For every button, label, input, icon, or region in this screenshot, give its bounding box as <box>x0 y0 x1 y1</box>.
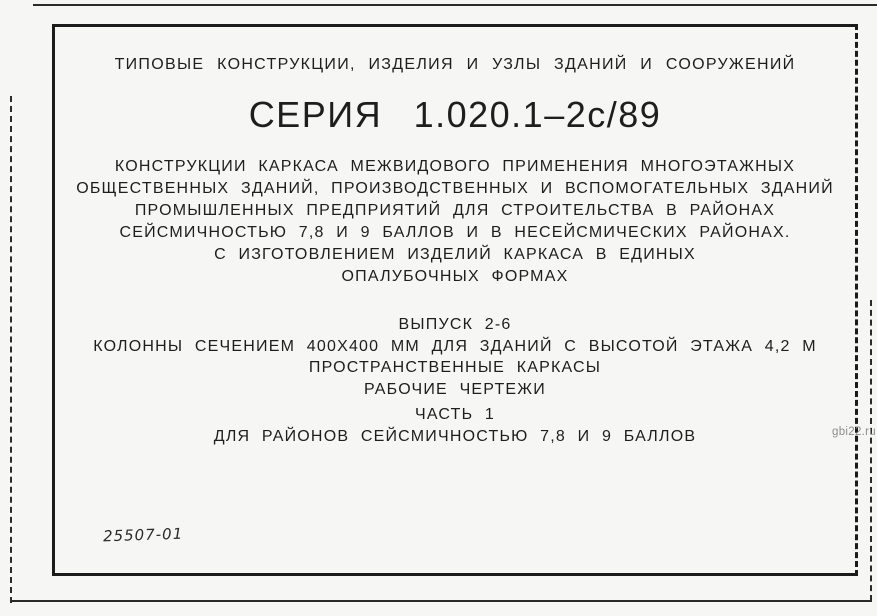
description-line: ОБЩЕСТВЕННЫХ ЗДАНИЙ, ПРОИЗВОДСТВЕННЫХ И ВСПОМОГАТЕЛЬНЫХ ЗДАНИЙ <box>76 180 834 197</box>
description-line: КОНСТРУКЦИИ КАРКАСА МЕЖВИДОВОГО ПРИМЕНЕНИЯ МНОГОЭТАЖНЫХ <box>114 158 796 175</box>
issue-line: КОЛОННЫ СЕЧЕНИЕМ 400Х400 ММ ДЛЯ ЗДАНИЙ С ВЫСОТОЙ ЭТАЖА 4,2 М <box>93 337 817 355</box>
description-line: ОПАЛУБОЧНЫХ ФОРМАХ <box>341 268 569 285</box>
issue-label: ВЫПУСК 2-6 <box>398 316 512 333</box>
series-title: СЕРИЯ 1.020.1–2с/89 <box>248 94 662 135</box>
part-block <box>60 404 850 447</box>
outer-border-right <box>870 300 872 601</box>
description-block <box>60 156 850 288</box>
document-type-header: ТИПОВЫЕ КОНСТРУКЦИИ, ИЗДЕЛИЯ И УЗЛЫ ЗДАНИЙ И СООРУЖЕНИЙ <box>114 56 796 73</box>
issue-line: РАБОЧИЕ ЧЕРТЕЖИ <box>364 380 546 398</box>
watermark: gbi22.ru <box>832 426 876 438</box>
document-number: 25507-01 <box>102 524 184 546</box>
outer-border-top <box>33 4 877 6</box>
outer-border-left <box>10 96 12 603</box>
part-label: ЧАСТЬ 1 <box>414 406 496 423</box>
part-line: ДЛЯ РАЙОНОВ СЕЙСМИЧНОСТЬЮ 7,8 И 9 БАЛЛОВ <box>213 427 697 445</box>
description-line: СЕЙСМИЧНОСТЬЮ 7,8 И 9 БАЛЛОВ И В НЕСЕЙСМИЧЕСКИХ РАЙОНАХ. <box>119 224 791 241</box>
issue-block <box>60 314 850 400</box>
outer-border-bottom <box>10 600 872 602</box>
issue-line: ПРОСТРАНСТВЕННЫЕ КАРКАСЫ <box>308 359 602 376</box>
description-line: С ИЗГОТОВЛЕНИЕМ ИЗДЕЛИЙ КАРКАСА В ЕДИНЫХ <box>214 246 696 263</box>
description-line: ПРОМЫШЛЕННЫХ ПРЕДПРИЯТИЙ ДЛЯ СТРОИТЕЛЬСТВА В РАЙОНАХ <box>134 202 776 219</box>
